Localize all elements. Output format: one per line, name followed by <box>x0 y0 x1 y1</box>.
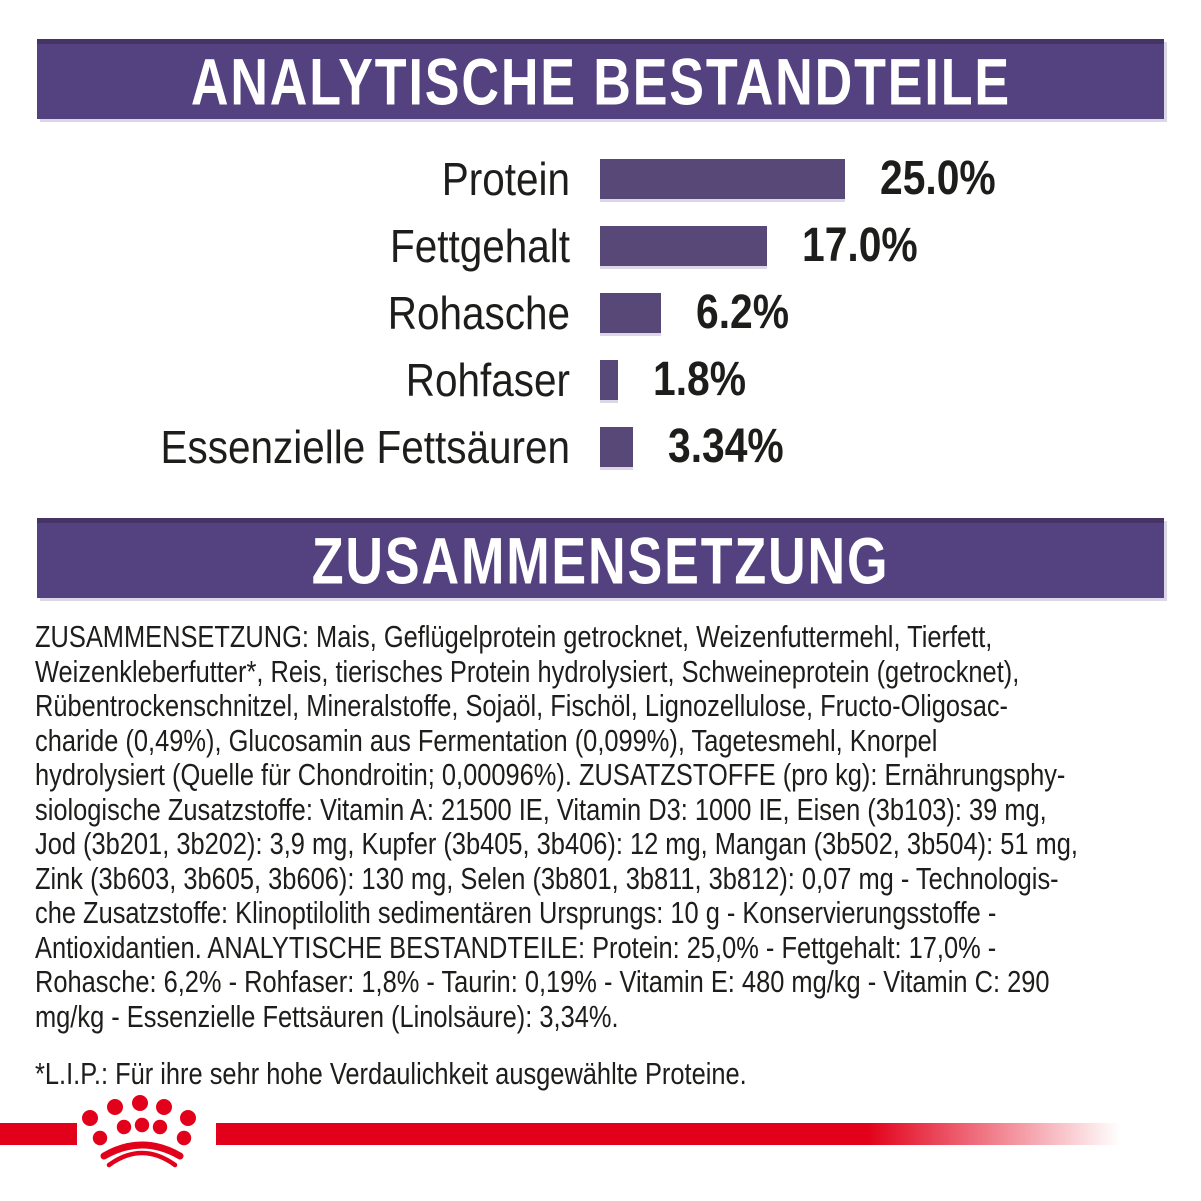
composition-line: Rohasche: 6,2% - Rohfaser: 1,8% - Taurin: 0,19% - Vitamin E: 480 mg/kg - Vitamin C: 290 <box>35 964 1050 999</box>
chart-value-label: 6.2% <box>695 286 789 339</box>
composition-line: ZUSAMMENSETZUNG: Mais, Geflügelprotein getrocknet, Weizenfuttermehl, Tierfett, <box>35 619 993 654</box>
chart-row <box>0 413 1201 480</box>
lip-footnote: *L.I.P.: Für ihre sehr hohe Verdaulichkeit ausgewählte Proteine. <box>35 1056 747 1091</box>
section-header-analytical <box>37 39 1164 119</box>
section-header-composition <box>37 518 1164 598</box>
chart-value-label: 17.0% <box>801 219 918 272</box>
composition-line: Jod (3b201, 3b202): 3,9 mg, Kupfer (3b405, 3b406): 12 mg, Mangan (3b502, 3b504): 51 mg, <box>35 826 1078 861</box>
red-rule-left <box>0 1123 77 1145</box>
composition-line: Antioxidantien. ANALYTISCHE BESTANDTEILE: Protein: 25,0% - Fettgehalt: 17,0% - <box>35 929 997 965</box>
chart-row <box>0 346 1201 413</box>
chart-category-label: Fettgehalt <box>389 219 570 272</box>
analytical-bar-chart <box>0 145 1201 480</box>
composition-line: charide (0,49%), Glucosamin aus Fermentation (0,099%), Tagetesmehl, Knorpel <box>35 722 938 758</box>
chart-row <box>0 279 1201 346</box>
chart-bar <box>600 427 633 467</box>
royal-canin-crown-logo <box>81 1094 197 1174</box>
section-title-analytical: ANALYTISCHE BESTANDTEILE <box>190 44 1011 119</box>
chart-row <box>0 145 1201 212</box>
composition-text <box>35 620 1175 1034</box>
chart-value-label: 3.34% <box>667 420 784 473</box>
chart-value-label: 25.0% <box>880 152 996 205</box>
chart-bar <box>600 293 661 333</box>
chart-row <box>0 212 1201 279</box>
section-title-composition: ZUSAMMENSETZUNG <box>311 523 890 598</box>
chart-category-label: Rohasche <box>387 286 570 339</box>
chart-bar <box>600 226 767 266</box>
chart-bar <box>600 360 618 400</box>
composition-line: Weizenkleberfutter*, Reis, tierisches Protein hydrolysiert, Schweineprotein (getrocknet), <box>35 653 1020 689</box>
composition-line: mg/kg - Essenzielle Fettsäuren (Linolsäure): 3,34%. <box>35 998 619 1034</box>
composition-line: Rübentrockenschnitzel, Mineralstoffe, Sojaöl, Fischöl, Lignozellulose, Fructo-Oligosac- <box>35 688 1009 723</box>
chart-category-label: Protein <box>441 152 570 205</box>
composition-line: che Zusatzstoffe: Klinoptilolith sedimentären Ursprungs: 10 g - Konservierungsstoffe - <box>35 895 997 930</box>
composition-line: Zink (3b603, 3b605, 3b606): 130 mg, Selen (3b801, 3b811, 3b812): 0,07 mg - Technologis- <box>35 860 1059 896</box>
composition-line: hydrolysiert (Quelle für Chondroitin; 0,00096%). ZUSATZSTOFFE (pro kg): Ernährungsphy- <box>35 757 1066 792</box>
chart-value-label: 1.8% <box>652 353 746 406</box>
red-rule-right <box>216 1123 1120 1145</box>
chart-bar <box>600 159 845 199</box>
chart-category-label: Rohfaser <box>405 353 570 406</box>
chart-category-label: Essenzielle Fettsäuren <box>160 420 570 473</box>
composition-line: siologische Zusatzstoffe: Vitamin A: 21500 IE, Vitamin D3: 1000 IE, Eisen (3b103): 39 mg, <box>35 791 1047 827</box>
